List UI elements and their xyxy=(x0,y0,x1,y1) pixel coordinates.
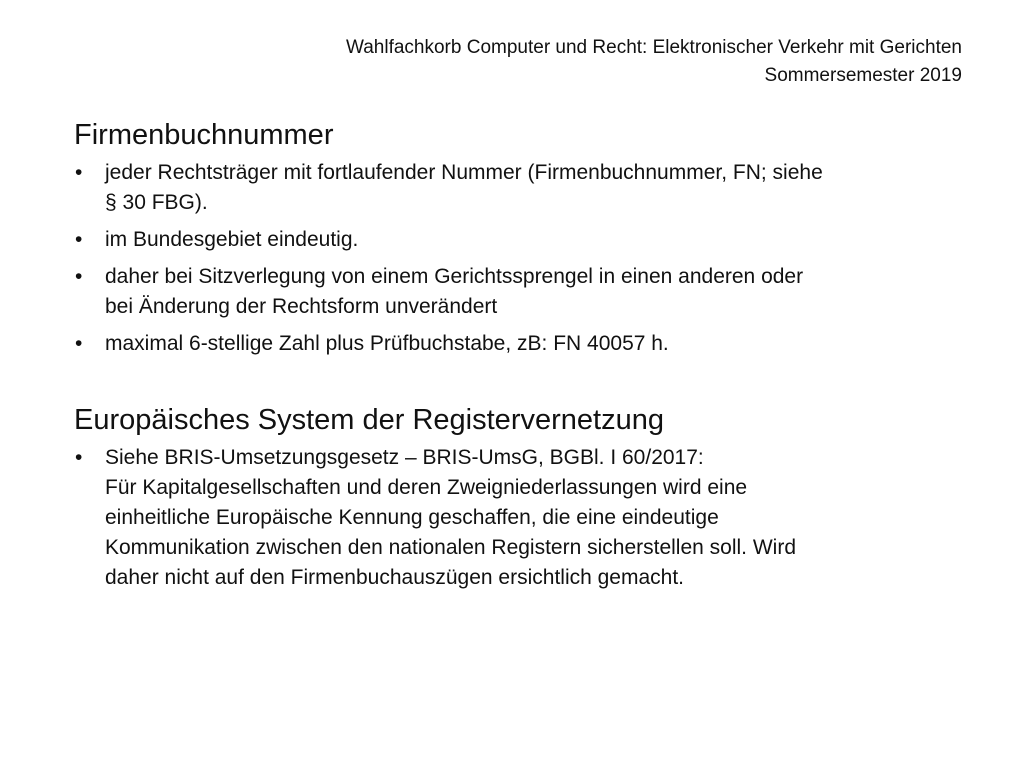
section-title-firmenbuchnummer: Firmenbuchnummer xyxy=(74,119,334,151)
bullet-item xyxy=(74,158,974,218)
bullet-item xyxy=(74,225,974,255)
bullet-text-line: im Bundesgebiet eindeutig. xyxy=(105,228,359,251)
bullet-text-line: Für Kapitalgesellschaften und deren Zweigniederlassungen wird eine xyxy=(105,476,748,499)
bullet-icon: • xyxy=(75,161,83,184)
slide-content xyxy=(74,117,974,600)
section-title-registervernetzung: Europäisches System der Registervernetzung xyxy=(74,404,664,436)
bullet-icon: • xyxy=(75,265,83,288)
bullet-text-line: daher bei Sitzverlegung von einem Gerichtssprengel in einen anderen oder xyxy=(105,265,804,288)
semester-label: Sommersemester 2019 xyxy=(764,65,962,86)
bullet-text-line: einheitliche Europäische Kennung geschaffen, die eine eindeutige xyxy=(105,506,719,529)
bullet-text-line: Kommunikation zwischen den nationalen Registern sicherstellen soll. Wird xyxy=(105,536,797,559)
bullet-text-line: bei Änderung der Rechtsform unverändert xyxy=(105,295,498,318)
bullet-text-line: daher nicht auf den Firmenbuchauszügen ersichtlich gemacht. xyxy=(105,566,684,589)
bullet-item xyxy=(74,262,974,322)
bullet-text-line: Siehe BRIS-Umsetzungsgesetz – BRIS-UmsG, BGBl. I 60/2017: xyxy=(105,446,704,469)
slide-header xyxy=(346,34,962,90)
bullet-icon: • xyxy=(75,332,83,355)
bullet-text-line: jeder Rechtsträger mit fortlaufender Nummer (Firmenbuchnummer, FN; siehe xyxy=(105,161,823,184)
bullet-icon: • xyxy=(75,446,83,469)
bullet-text-line: § 30 FBG). xyxy=(105,191,208,214)
bullet-text-line: maximal 6-stellige Zahl plus Prüfbuchstabe, zB: FN 40057 h. xyxy=(105,332,669,355)
bullet-item xyxy=(74,329,974,359)
bullet-icon: • xyxy=(75,228,83,251)
bullet-list-registervernetzung xyxy=(74,443,974,593)
bullet-list-firmenbuchnummer xyxy=(74,158,974,359)
bullet-item xyxy=(74,443,974,593)
course-title: Wahlfachkorb Computer und Recht: Elektronischer Verkehr mit Gerichten xyxy=(345,37,962,58)
